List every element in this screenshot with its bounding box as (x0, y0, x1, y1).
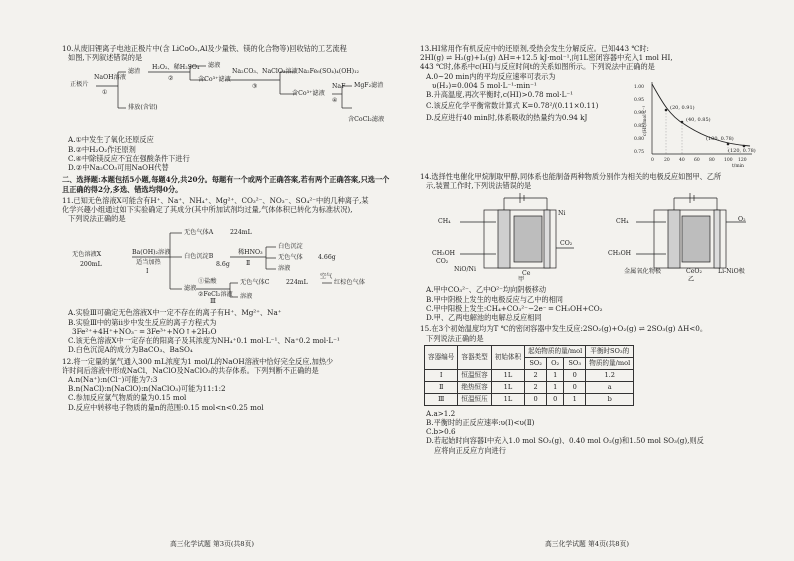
q15-options (420, 409, 760, 455)
q13-options (420, 72, 635, 122)
flow-value: 4.66g (318, 254, 336, 262)
cell-label: CH₄ (438, 218, 451, 226)
chart-point-label: (120, 0.78) (728, 148, 756, 154)
figure-caption-jia: 甲 (518, 276, 525, 284)
q15-option-d[interactable]: D.若起始时向容器Ⅰ中充入1.0 mol SO₂(g)、0.40 mol O₂(g)和1.50 mol SO₃(g),则反 (426, 436, 704, 446)
flow-reagent: NaOH溶液 (94, 74, 126, 82)
x-tick: 60 (694, 158, 700, 163)
q15-option-d-cont: 应将向正反应方向进行 (434, 445, 506, 455)
q12-option-c[interactable]: C.参加反应氯气物质的量为0.15 mol (68, 393, 187, 403)
x-axis-label: t/min (732, 164, 744, 168)
section-2-heading: 二、选择题:本题包括5小题,每题4分,共20分。每题有一个或两个正确答案,若有两个正确答案,只选一个且正确的得2分,多选、错选均得0分。 (62, 175, 390, 194)
flow-start: 正极片 (70, 81, 89, 89)
q11-option-b-equation: 3Fe²⁺+4H⁺+NO₃⁻ ═ 3Fe³⁺+NO↑+2H₂O (72, 326, 217, 336)
cell-label: CO₂ (560, 240, 573, 248)
figure-caption-yi: 乙 (688, 276, 695, 284)
table-subheader: SO₃ (564, 357, 586, 369)
flow-value: 224mL (286, 279, 308, 287)
cell-label: CH₃OH (608, 250, 632, 258)
table-cell: 2 (525, 381, 547, 393)
x-tick: 100 (724, 158, 733, 163)
y-axis-label: c(HI)/mol·L⁻¹ (643, 105, 648, 136)
q11-stem-line: 11.已知无色溶液X可能含有H⁺、Na⁺、NH₄⁺、Mg²⁺、CO₃²⁻、NO₃⁻、SO₄²⁻中的几种离子,某 (62, 195, 369, 205)
q11-options (62, 308, 392, 354)
flow-node: MgF₂滤渣 (354, 82, 384, 90)
flow-reagent: 稀HNO₃ (238, 249, 263, 257)
q14-option-d[interactable]: D.甲、乙两电解池的电解总反应相同 (426, 313, 542, 323)
q12-stem-line: 12.将一定量的氯气通入300 mL浓度为1 mol/L的NaOH溶液中恰好完全反应,加热少 (62, 356, 334, 366)
q11-flowchart (70, 225, 390, 305)
q11-stem-line: 下列说法正确的是 (68, 214, 126, 224)
flow-node: 含Co³⁺滤液 (292, 90, 325, 98)
cell-label: CH₄ (616, 218, 629, 226)
flow-reagent: NaF (332, 83, 346, 91)
table-cell: 1 (564, 393, 586, 405)
table-header: 初始体积 (491, 345, 524, 369)
flow-reagent: ①盐酸 (198, 278, 217, 286)
q12-stem-line: 许时间后溶液中形成NaCl、NaClO及NaClO₃的共存体系。下列判断不正确的是 (62, 365, 319, 375)
q11-option-b[interactable]: B.实验Ⅲ中的第ⅱ步中发生反应的离子方程式为 (68, 317, 217, 327)
q10-option-b[interactable]: B.②中H₂O₂作还原剂 (68, 144, 136, 154)
table-cell: 1 (547, 381, 564, 393)
y-tick: 1.00 (634, 85, 645, 90)
flow-node: Na₂Fe₆(SO₄)₄(OH)₁₂ (298, 68, 360, 76)
q10-flowchart (70, 64, 390, 132)
cell-label: 金属氧化物极 (624, 268, 662, 276)
x-tick: 0 (651, 158, 654, 163)
table-cell: Ⅱ (425, 381, 458, 393)
q14-option-c[interactable]: C.甲中阳极上发生:CH₄+CO₃²⁻−2e⁻ ═ CH₃OH+CO₂ (426, 303, 603, 313)
table-cell: 恒温恒容 (458, 369, 491, 381)
q12-option-a[interactable]: A.n(Na⁺):n(Cl⁻)可能为7:3 (68, 374, 158, 384)
table-cell: 绝热恒容 (458, 381, 491, 393)
q15-option-b[interactable]: B.平衡时的正反应速率:υ(Ⅰ)<υ(Ⅱ) (426, 417, 535, 427)
flow-step: ① (102, 89, 108, 97)
left-column (62, 44, 392, 414)
table-cell: 1L (491, 381, 524, 393)
flow-node: 含CoCl₂滤液 (348, 116, 385, 124)
table-cell: Ⅲ (425, 393, 458, 405)
table-header: 起始物质的量/mol (525, 345, 586, 357)
table-header: 容器类型 (458, 345, 491, 369)
cell-label: CeO₂ (686, 268, 702, 276)
page-footer-right: 高三化学试题 第4页(共8页) (545, 540, 630, 548)
table-cell: 0 (525, 393, 547, 405)
chart-point-label: (20, 0.91) (670, 105, 695, 111)
y-tick: 0.85 (634, 124, 645, 129)
flow-node: 无色气体C (240, 279, 270, 287)
table-cell: 1L (491, 369, 524, 381)
q15-stem-line: 下列说法正确的是 (426, 333, 484, 343)
table-cell: a (586, 381, 634, 393)
cell-label: CH₃OH (432, 250, 456, 258)
flow-node: 红棕色气体 (334, 279, 365, 287)
cell-label: O₂ (738, 216, 746, 224)
flow-step: ④ (332, 97, 338, 105)
question-10 (62, 44, 392, 62)
q14-option-b[interactable]: B.甲中阴极上发生的电极反应与乙中的相同 (426, 294, 563, 304)
table-header: 平衡时SO₃的 (586, 345, 634, 357)
y-tick: 0.75 (634, 150, 645, 155)
flow-node: 滤渣 (128, 68, 141, 76)
y-tick: 0.95 (634, 98, 645, 103)
flow-reagent: ②FeCl₂溶液 (198, 291, 233, 299)
flow-node: 含Co³⁺滤液 (198, 76, 231, 84)
q13-stem-line: 13.HI常用作有机反应中的还原剂,受热会发生分解反应。已知443 ℃时: (420, 44, 649, 53)
table-cell: 0 (547, 393, 564, 405)
q10-stem-line: 如图,下列叙述错误的是 (68, 53, 143, 63)
q14-options (420, 285, 760, 322)
q14-option-a[interactable]: A.甲中CO₃²⁻、乙中O²⁻均向阴极移动 (426, 285, 547, 295)
flow-node: 无色气体 (278, 254, 303, 262)
cell-label: Ni (558, 210, 566, 218)
chart-point-label: (100, 0.78) (706, 136, 734, 142)
q12-option-b[interactable]: B.n(NaCl):n(NaClO):n(NaClO₃)可能为11:1:2 (68, 384, 226, 394)
q12-option-d[interactable]: D.反应中转移电子物质的量n的范围:0.15 mol<n<0.25 mol (68, 402, 264, 412)
table-cell: 恒温恒压 (458, 393, 491, 405)
q14-figure (424, 192, 754, 282)
q11-option-c[interactable]: C.该无色溶液X中一定存在的阳离子及其浓度为NH₄⁺0.1 mol·L⁻¹、Na⁺0.2 mol·L⁻¹ (68, 336, 340, 346)
q15-option-a[interactable]: A.a>1.2 (426, 408, 456, 418)
table-cell: Ⅰ (425, 369, 458, 381)
q14-stem-line: 示,装置工作时,下列说法错误的是 (426, 181, 532, 191)
q13-stem-line: 443 ℃时,体系中c(HI)与反应时间t的关系如图所示。下列说法中正确的是 (420, 62, 655, 72)
q13-option-d[interactable]: D.反应进行40 min时,体系吸收的热量约为0.94 kJ (426, 112, 588, 122)
flow-node: 滤液 (208, 62, 221, 70)
q15-table (424, 345, 634, 406)
flow-node: 无色气体A (184, 229, 214, 237)
page-footer-left: 高三化学试题 第3页(共8页) (170, 540, 255, 548)
flow-node: 溶液 (240, 293, 253, 301)
flow-volume: 200mL (80, 261, 102, 269)
q10-option-d[interactable]: D.②中Na₂CO₃可用NaOH代替 (68, 163, 169, 173)
q11-stem-line: 化学兴趣小组通过如下实验确定了其成分(其中所加试剂均过量,气体体积已转化为标准状况), (62, 204, 353, 214)
q10-stem-line: 10.从废旧锂离子电池正极片中(含 LiCoO₂,Al及少量铁、镁的化合物等)回收钴的工艺流程 (62, 44, 347, 53)
flow-reagent: 空气 (320, 273, 333, 281)
q13-chart-svg (632, 76, 757, 168)
x-tick: 20 (664, 158, 670, 163)
flow-value: 8.6g (216, 261, 230, 269)
q10-options (62, 135, 392, 172)
q15-option-c[interactable]: C.b>0.6 (426, 427, 456, 437)
q15-stem-line: 15.在3个初始温度均为T ℃的密闭容器中发生反应:2SO₂(g)+O₂(g) ⇌ 2SO₃(g) ΔH<0。 (420, 324, 708, 334)
q13-option-a[interactable]: A.0~20 min内的平均反应速率可表示为 (426, 71, 556, 81)
x-tick: 40 (679, 158, 685, 163)
table-cell: 1 (547, 369, 564, 381)
flow-node: 排放(含铝) (128, 104, 158, 112)
flow-step: Ⅲ (210, 298, 216, 306)
table-cell: 1.2 (586, 369, 634, 381)
q13-option-b[interactable]: B.升高温度,再次平衡时,c(HI)>0.78 mol·L⁻¹ (426, 90, 574, 100)
table-subheader: O₂ (547, 357, 564, 369)
table-row (425, 369, 634, 381)
flow-value: 224mL (230, 229, 252, 237)
q11-option-d[interactable]: D.白色沉淀A的成分为BaCO₃、BaSO₄ (68, 345, 193, 355)
cell-label: Ce (522, 270, 531, 278)
flow-reagent: Na₂CO₃、NaClO₃溶液 (232, 68, 298, 76)
table-header: 物质的量/mol (586, 357, 634, 369)
table-cell: b (586, 393, 634, 405)
y-tick: 0.80 (634, 137, 645, 142)
flow-reagent: Ba(OH)₂溶液 (132, 249, 171, 257)
q13-option-c[interactable]: C.该反应化学平衡常数计算式 K=0.78²/(0.11×0.11) (426, 101, 599, 111)
q13-stem-line: 2HI(g) ⇌ H₂(g)+I₂(g) ΔH=+12.5 kJ·mol⁻¹,向1L密闭容器中充入1 mol HI, (420, 53, 673, 63)
x-tick: 120 (738, 158, 747, 163)
question-14 (420, 172, 760, 190)
flow-reagent: H₂O₂、稀H₂SO₄ (152, 64, 200, 72)
q13-option-a-value: υ(H₂)=0.004 5 mol·L⁻¹·min⁻¹ (432, 80, 537, 90)
q10-option-c[interactable]: C.④中除镁反应不宜在强酸条件下进行 (68, 153, 190, 163)
q13-chart (632, 76, 757, 168)
flow-node: 滤液 (184, 285, 197, 293)
flow-step: ③ (252, 83, 258, 91)
q11-option-a[interactable]: A.实验Ⅲ可确定无色溶液X中一定不存在的离子有H⁺、Mg²⁺、Na⁺ (68, 308, 282, 318)
chart-point-label: (40, 0.85) (686, 117, 711, 123)
cell-label: NiO/Ni (454, 266, 476, 274)
flow-node: 溶液 (278, 265, 291, 273)
question-11 (62, 196, 392, 224)
right-column (420, 44, 760, 457)
table-cell: 1L (491, 393, 524, 405)
cell-label: Li-NiO极 (718, 268, 745, 276)
flow-step: Ⅰ (146, 268, 149, 276)
q14-stem-line: 14.选择性电催化甲烷制取甲醇,同体系也能制备两种物质分别作为相关的电极反应如图甲、乙所 (420, 172, 722, 181)
x-tick: 80 (709, 158, 715, 163)
flow-node: 白色沉淀B (184, 253, 214, 261)
flow-node: 白色沉淀 (278, 243, 303, 251)
table-subheader: SO₂ (525, 357, 547, 369)
flow-start: 无色溶液X (72, 251, 102, 259)
flow-reagent: 适当加热 (136, 259, 161, 267)
table-cell: 0 (564, 381, 586, 393)
cell-label: CO₂ (436, 258, 449, 266)
flow-step: Ⅱ (246, 260, 251, 268)
table-row (425, 381, 634, 393)
flow-step: ② (168, 75, 174, 83)
table-cell: 2 (525, 369, 547, 381)
table-cell: 0 (564, 369, 586, 381)
question-12 (62, 357, 392, 412)
y-tick: 0.90 (634, 111, 645, 116)
question-13 (420, 44, 760, 172)
q10-option-a[interactable]: A.①中发生了氧化还原反应 (68, 135, 154, 145)
question-15 (420, 324, 760, 342)
table-row (425, 393, 634, 405)
table-header: 容器编号 (425, 345, 458, 369)
